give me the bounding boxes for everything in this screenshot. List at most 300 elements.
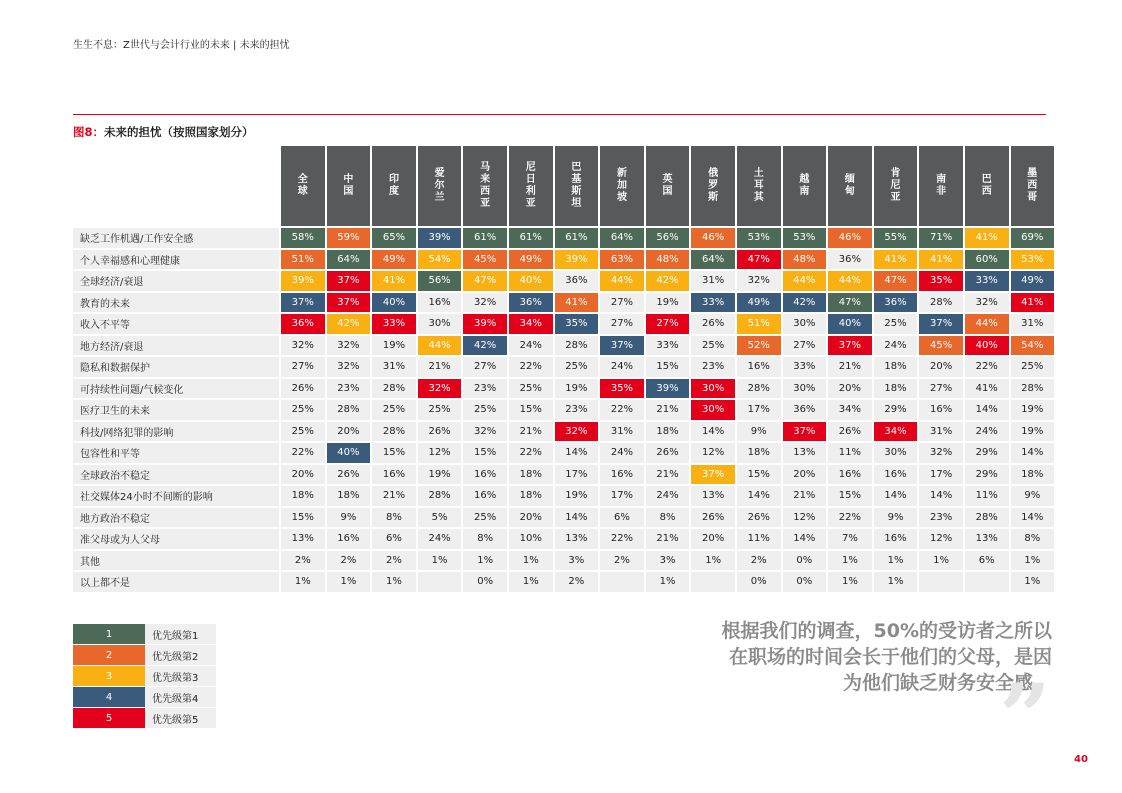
table-cell: 32% — [919, 443, 963, 463]
table-cell: 24% — [509, 336, 553, 356]
table-cell: 31% — [1011, 314, 1055, 334]
table-cell: 25% — [691, 336, 735, 356]
table-cell: 8% — [463, 529, 507, 549]
table-cell: 36% — [874, 293, 918, 313]
table-cell: 21% — [828, 357, 872, 377]
table-cell: 64% — [600, 228, 644, 248]
row-label: 包容性和平等 — [73, 443, 279, 463]
table-cell: 51% — [281, 250, 325, 270]
table-cell — [919, 572, 963, 592]
table-row — [73, 443, 1054, 463]
table-cell: 15% — [281, 508, 325, 528]
table-cell: 28% — [418, 486, 462, 506]
table-cell: 1% — [509, 551, 553, 571]
table-cell: 25% — [372, 400, 416, 420]
table-cell: 61% — [555, 228, 599, 248]
column-header — [919, 146, 963, 226]
table-cell: 69% — [1011, 228, 1055, 248]
table-cell: 26% — [737, 508, 781, 528]
column-header-label: 肯尼亚 — [890, 168, 901, 203]
table-cell: 18% — [1011, 465, 1055, 485]
table-cell: 16% — [327, 529, 371, 549]
table-cell: 22% — [281, 443, 325, 463]
table-cell: 1% — [327, 572, 371, 592]
table-cell: 40% — [965, 336, 1009, 356]
table-cell: 15% — [372, 443, 416, 463]
table-cell: 32% — [327, 357, 371, 377]
table-cell: 31% — [600, 422, 644, 442]
table-cell: 36% — [555, 271, 599, 291]
legend-swatch: 1 — [73, 624, 145, 644]
table-cell: 37% — [691, 465, 735, 485]
table-cell: 47% — [828, 293, 872, 313]
table-cell: 37% — [327, 271, 371, 291]
table-cell: 26% — [327, 465, 371, 485]
table-cell: 36% — [783, 400, 827, 420]
table-cell: 33% — [965, 271, 1009, 291]
legend-label: 优先级第1 — [152, 630, 199, 642]
table-cell: 27% — [783, 336, 827, 356]
legend-item — [73, 666, 216, 686]
row-label: 准父母或为人父母 — [73, 529, 279, 549]
table-cell: 41% — [919, 250, 963, 270]
table-cell: 3% — [555, 551, 599, 571]
table-cell: 49% — [509, 250, 553, 270]
table-cell: 23% — [555, 400, 599, 420]
table-cell: 65% — [372, 228, 416, 248]
table-row — [73, 422, 1054, 442]
table-cell: 14% — [737, 486, 781, 506]
column-header-label: 尼日利亚 — [525, 162, 536, 209]
column-header — [327, 146, 371, 226]
table-cell: 48% — [646, 250, 690, 270]
row-label: 教育的未来 — [73, 293, 279, 313]
table-cell: 36% — [828, 250, 872, 270]
table-cell: 26% — [281, 379, 325, 399]
table-cell: 9% — [874, 508, 918, 528]
column-header — [691, 146, 735, 226]
row-label: 以上都不是 — [73, 572, 279, 592]
column-header-label: 墨西哥 — [1027, 168, 1038, 203]
table-cell: 18% — [327, 486, 371, 506]
table-cell: 9% — [327, 508, 371, 528]
table-row — [73, 551, 1054, 571]
column-header-label: 英国 — [662, 174, 673, 197]
table-cell: 16% — [600, 465, 644, 485]
table-cell: 25% — [281, 400, 325, 420]
table-row — [73, 529, 1054, 549]
column-header — [463, 146, 507, 226]
table-cell: 14% — [783, 529, 827, 549]
table-cell: 40% — [828, 314, 872, 334]
row-label: 收入不平等 — [73, 314, 279, 334]
table-cell: 51% — [737, 314, 781, 334]
table-cell: 48% — [783, 250, 827, 270]
table-cell: 31% — [919, 422, 963, 442]
table-cell: 37% — [828, 336, 872, 356]
header-divider — [73, 114, 1046, 115]
figure-title — [73, 124, 254, 140]
table-row — [73, 271, 1054, 291]
table-cell: 27% — [281, 357, 325, 377]
table-cell: 7% — [828, 529, 872, 549]
table-row — [73, 314, 1054, 334]
table-cell: 29% — [965, 443, 1009, 463]
table-cell: 1% — [828, 572, 872, 592]
table-cell: 13% — [281, 529, 325, 549]
table-cell: 39% — [555, 250, 599, 270]
table-cell — [600, 572, 644, 592]
table-corner — [73, 146, 279, 226]
table-cell: 37% — [327, 293, 371, 313]
table-cell: 8% — [646, 508, 690, 528]
table-cell: 61% — [463, 228, 507, 248]
column-header — [509, 146, 553, 226]
table-cell: 54% — [1011, 336, 1055, 356]
table-cell: 22% — [965, 357, 1009, 377]
table-cell: 17% — [555, 465, 599, 485]
table-cell: 11% — [828, 443, 872, 463]
table-cell: 0% — [783, 551, 827, 571]
table-cell: 18% — [874, 357, 918, 377]
table-cell: 26% — [418, 422, 462, 442]
legend-label: 优先级第5 — [152, 714, 199, 726]
table-cell: 0% — [783, 572, 827, 592]
table-cell: 49% — [1011, 271, 1055, 291]
column-header-label: 新加坡 — [616, 168, 627, 203]
table-cell: 20% — [281, 465, 325, 485]
table-cell: 30% — [418, 314, 462, 334]
column-header-label: 巴基斯坦 — [571, 162, 582, 209]
pull-quote: 根据我们的调查，50%的受访者之所以在职场的时间会长于他们的父母，是因为他们缺乏财务安全感。 — [721, 620, 1052, 694]
table-cell: 64% — [691, 250, 735, 270]
legend-label: 优先级第4 — [152, 693, 199, 705]
table-cell: 30% — [691, 400, 735, 420]
row-label: 地方政治不稳定 — [73, 508, 279, 528]
column-header-label: 中国 — [343, 174, 354, 197]
table-cell: 42% — [327, 314, 371, 334]
table-cell: 32% — [327, 336, 371, 356]
table-cell: 24% — [600, 443, 644, 463]
row-label: 个人幸福感和心理健康 — [73, 250, 279, 270]
column-header — [372, 146, 416, 226]
table-cell: 44% — [783, 271, 827, 291]
table-cell: 42% — [646, 271, 690, 291]
table-cell: 55% — [874, 228, 918, 248]
table-cell: 46% — [691, 228, 735, 248]
table-cell: 5% — [418, 508, 462, 528]
table-cell: 25% — [874, 314, 918, 334]
column-header — [1011, 146, 1055, 226]
table-cell: 37% — [783, 422, 827, 442]
table-cell: 13% — [691, 486, 735, 506]
table-cell: 39% — [463, 314, 507, 334]
table-cell: 27% — [463, 357, 507, 377]
table-cell: 41% — [965, 228, 1009, 248]
table-row — [73, 508, 1054, 528]
table-row — [73, 572, 1054, 592]
figure-number: 图8： — [73, 125, 105, 139]
table-cell: 19% — [372, 336, 416, 356]
row-label: 医疗卫生的未来 — [73, 400, 279, 420]
table-cell: 18% — [281, 486, 325, 506]
table-cell: 44% — [828, 271, 872, 291]
table-cell: 47% — [463, 271, 507, 291]
table-cell: 40% — [372, 293, 416, 313]
column-header — [737, 146, 781, 226]
legend-item — [73, 624, 216, 644]
table-cell: 54% — [418, 250, 462, 270]
table-cell: 39% — [646, 379, 690, 399]
table-cell: 23% — [327, 379, 371, 399]
table-cell: 1% — [1011, 551, 1055, 571]
column-header — [828, 146, 872, 226]
table-cell: 19% — [1011, 422, 1055, 442]
column-header-label: 缅甸 — [844, 174, 855, 197]
table-cell: 19% — [555, 379, 599, 399]
row-label: 缺乏工作机遇/工作安全感 — [73, 228, 279, 248]
priority-legend — [73, 624, 216, 729]
table-cell: 26% — [691, 314, 735, 334]
column-header — [646, 146, 690, 226]
table-cell: 21% — [783, 486, 827, 506]
table-cell: 59% — [327, 228, 371, 248]
column-header — [600, 146, 644, 226]
table-cell: 28% — [555, 336, 599, 356]
table-cell: 1% — [463, 551, 507, 571]
table-cell: 1% — [418, 551, 462, 571]
table-cell: 1% — [874, 572, 918, 592]
quote-mark-icon: ” — [999, 664, 1051, 770]
table-cell: 20% — [691, 529, 735, 549]
table-cell: 14% — [555, 508, 599, 528]
table-cell: 15% — [463, 443, 507, 463]
table-cell: 15% — [737, 465, 781, 485]
table-cell: 49% — [737, 293, 781, 313]
table-row — [73, 357, 1054, 377]
table-cell: 1% — [691, 551, 735, 571]
table-cell: 37% — [919, 314, 963, 334]
table-cell: 42% — [783, 293, 827, 313]
table-cell: 53% — [737, 228, 781, 248]
table-cell: 11% — [737, 529, 781, 549]
table-cell: 56% — [418, 271, 462, 291]
legend-swatch: 2 — [73, 645, 145, 665]
table-cell: 37% — [600, 336, 644, 356]
table-cell: 6% — [600, 508, 644, 528]
table-cell: 35% — [919, 271, 963, 291]
table-cell: 16% — [418, 293, 462, 313]
legend-swatch: 5 — [73, 708, 145, 728]
table-cell: 32% — [463, 293, 507, 313]
table-cell: 22% — [509, 357, 553, 377]
table-cell: 18% — [874, 379, 918, 399]
table-cell: 19% — [555, 486, 599, 506]
table-cell: 41% — [874, 250, 918, 270]
table-cell: 20% — [828, 379, 872, 399]
column-header-label: 马来西亚 — [480, 162, 491, 209]
table-cell: 32% — [463, 422, 507, 442]
table-cell: 30% — [874, 443, 918, 463]
table-cell: 12% — [783, 508, 827, 528]
table-cell: 8% — [372, 508, 416, 528]
row-label: 全球经济/衰退 — [73, 271, 279, 291]
table-cell: 23% — [463, 379, 507, 399]
table-cell: 30% — [691, 379, 735, 399]
table-cell: 14% — [1011, 443, 1055, 463]
table-cell: 1% — [281, 572, 325, 592]
table-cell: 32% — [555, 422, 599, 442]
table-cell: 24% — [965, 422, 1009, 442]
table-cell: 1% — [372, 572, 416, 592]
legend-label: 优先级第3 — [152, 672, 199, 684]
table-cell: 8% — [1011, 529, 1055, 549]
table-cell: 14% — [555, 443, 599, 463]
table-cell: 49% — [372, 250, 416, 270]
table-cell: 33% — [691, 293, 735, 313]
table-cell: 39% — [418, 228, 462, 248]
table-row — [73, 293, 1054, 313]
table-cell: 25% — [555, 357, 599, 377]
table-cell: 28% — [965, 508, 1009, 528]
table-cell: 16% — [919, 400, 963, 420]
table-cell: 6% — [965, 551, 1009, 571]
table-cell: 61% — [509, 228, 553, 248]
table-cell: 37% — [281, 293, 325, 313]
table-cell: 18% — [737, 443, 781, 463]
table-cell: 1% — [919, 551, 963, 571]
table-cell: 29% — [874, 400, 918, 420]
table-cell: 28% — [1011, 379, 1055, 399]
table-row — [73, 228, 1054, 248]
table-cell: 21% — [646, 465, 690, 485]
table-cell: 2% — [372, 551, 416, 571]
table-cell: 0% — [463, 572, 507, 592]
table-cell: 14% — [691, 422, 735, 442]
table-cell: 2% — [327, 551, 371, 571]
table-cell: 45% — [463, 250, 507, 270]
table-cell: 17% — [737, 400, 781, 420]
table-cell: 40% — [509, 271, 553, 291]
table-cell: 14% — [919, 486, 963, 506]
table-cell: 21% — [418, 357, 462, 377]
table-cell: 14% — [965, 400, 1009, 420]
table-cell: 28% — [327, 400, 371, 420]
table-cell: 33% — [372, 314, 416, 334]
table-cell: 60% — [965, 250, 1009, 270]
table-cell: 2% — [737, 551, 781, 571]
table-cell: 52% — [737, 336, 781, 356]
table-cell: 24% — [646, 486, 690, 506]
table-cell: 47% — [737, 250, 781, 270]
table-row — [73, 336, 1054, 356]
table-cell: 16% — [828, 465, 872, 485]
table-cell: 31% — [372, 357, 416, 377]
table-cell: 16% — [874, 465, 918, 485]
table-cell: 24% — [418, 529, 462, 549]
table-cell: 15% — [646, 357, 690, 377]
table-cell: 16% — [463, 486, 507, 506]
table-cell: 17% — [919, 465, 963, 485]
table-cell: 10% — [509, 529, 553, 549]
table-cell: 35% — [555, 314, 599, 334]
table-cell: 40% — [327, 443, 371, 463]
table-cell: 34% — [509, 314, 553, 334]
row-label: 可持续性问题/气候变化 — [73, 379, 279, 399]
legend-item — [73, 687, 216, 707]
table-cell: 13% — [965, 529, 1009, 549]
row-label: 科技/网络犯罪的影响 — [73, 422, 279, 442]
table-cell: 3% — [646, 551, 690, 571]
column-header-label: 南非 — [936, 174, 947, 197]
table-cell: 26% — [828, 422, 872, 442]
table-cell: 64% — [327, 250, 371, 270]
table-cell: 21% — [372, 486, 416, 506]
table-cell: 15% — [828, 486, 872, 506]
table-cell: 19% — [1011, 400, 1055, 420]
table-cell: 25% — [418, 400, 462, 420]
table-cell: 44% — [600, 271, 644, 291]
table-cell: 28% — [737, 379, 781, 399]
table-cell: 22% — [509, 443, 553, 463]
table-cell: 1% — [646, 572, 690, 592]
table-cell: 39% — [281, 271, 325, 291]
country-concerns-table — [71, 144, 1056, 594]
column-header — [874, 146, 918, 226]
table-cell: 15% — [509, 400, 553, 420]
table-cell: 14% — [874, 486, 918, 506]
row-label: 社交媒体24小时不间断的影响 — [73, 486, 279, 506]
table-cell: 34% — [874, 422, 918, 442]
table-cell: 41% — [1011, 293, 1055, 313]
table-cell: 21% — [509, 422, 553, 442]
legend-label: 优先级第2 — [152, 651, 199, 663]
table-cell: 32% — [281, 336, 325, 356]
table-cell: 56% — [646, 228, 690, 248]
table-cell: 17% — [600, 486, 644, 506]
table-cell: 41% — [372, 271, 416, 291]
table-cell: 24% — [600, 357, 644, 377]
table-cell: 27% — [600, 293, 644, 313]
table-cell: 30% — [783, 314, 827, 334]
table-cell: 9% — [737, 422, 781, 442]
table-cell — [691, 572, 735, 592]
table-cell: 29% — [965, 465, 1009, 485]
table-cell: 53% — [783, 228, 827, 248]
column-header — [281, 146, 325, 226]
table-cell: 22% — [828, 508, 872, 528]
table-cell: 19% — [646, 293, 690, 313]
table-cell: 53% — [1011, 250, 1055, 270]
column-header — [555, 146, 599, 226]
row-label: 隐私和数据保护 — [73, 357, 279, 377]
row-label: 地方经济/衰退 — [73, 336, 279, 356]
table-cell: 1% — [509, 572, 553, 592]
table-cell: 1% — [828, 551, 872, 571]
table-cell: 46% — [828, 228, 872, 248]
table-cell: 27% — [646, 314, 690, 334]
table-cell: 33% — [783, 357, 827, 377]
table-cell: 2% — [281, 551, 325, 571]
table-cell: 16% — [372, 465, 416, 485]
table-cell: 34% — [828, 400, 872, 420]
table-row — [73, 486, 1054, 506]
table-cell: 44% — [965, 314, 1009, 334]
table-cell: 30% — [783, 379, 827, 399]
table-cell: 25% — [463, 508, 507, 528]
table-cell: 21% — [646, 529, 690, 549]
table-cell: 25% — [281, 422, 325, 442]
